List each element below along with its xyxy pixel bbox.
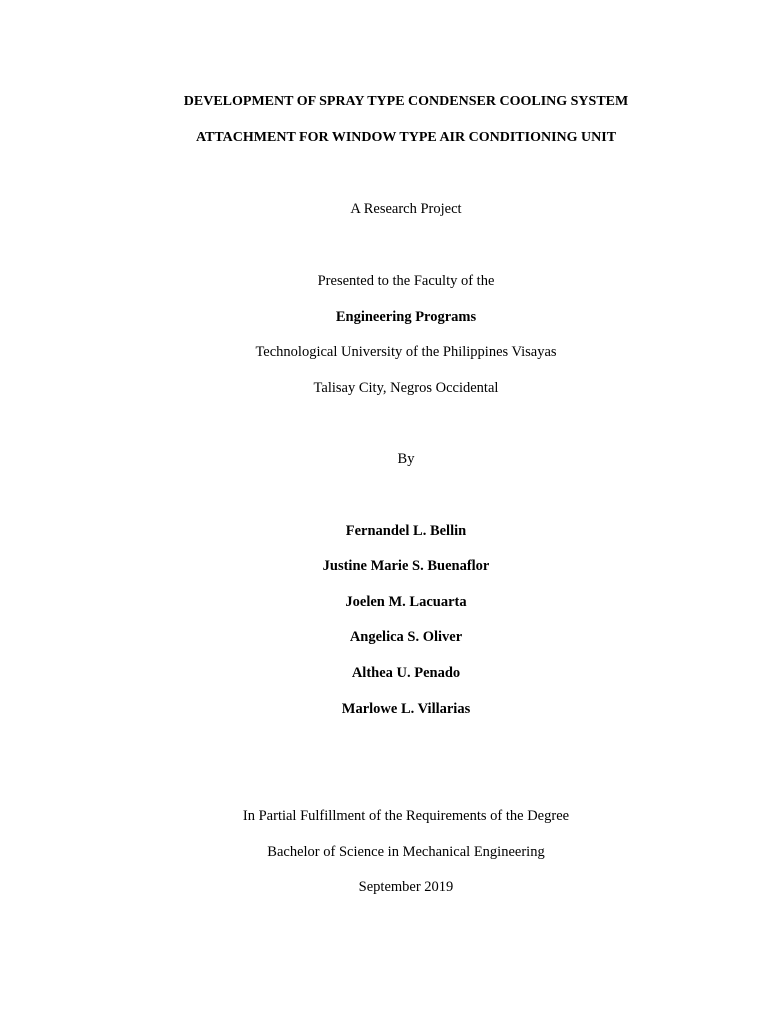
fulfillment-statement: In Partial Fulfillment of the Requirements of the Degree xyxy=(242,808,570,824)
department: Engineering Programs xyxy=(335,309,477,325)
author-2: Justine Marie S. Buenaflor xyxy=(322,558,490,574)
presented-to: Presented to the Faculty of the xyxy=(317,273,495,289)
university: Technological University of the Philippines Visayas xyxy=(255,344,557,360)
title-line-1: DEVELOPMENT OF SPRAY TYPE CONDENSER COOLING SYSTEM xyxy=(183,94,629,109)
author-5: Althea U. Penado xyxy=(351,665,461,681)
document-type: A Research Project xyxy=(350,201,462,217)
location: Talisay City, Negros Occidental xyxy=(313,380,499,396)
author-6: Marlowe L. Villarias xyxy=(341,701,471,717)
degree: Bachelor of Science in Mechanical Engineering xyxy=(267,844,545,860)
author-3: Joelen M. Lacuarta xyxy=(345,594,467,610)
date: September 2019 xyxy=(358,879,454,895)
author-1: Fernandel L. Bellin xyxy=(345,523,467,539)
by-label: By xyxy=(397,451,415,467)
title-line-2: ATTACHMENT FOR WINDOW TYPE AIR CONDITIONING UNIT xyxy=(195,130,617,145)
author-4: Angelica S. Oliver xyxy=(349,629,463,645)
